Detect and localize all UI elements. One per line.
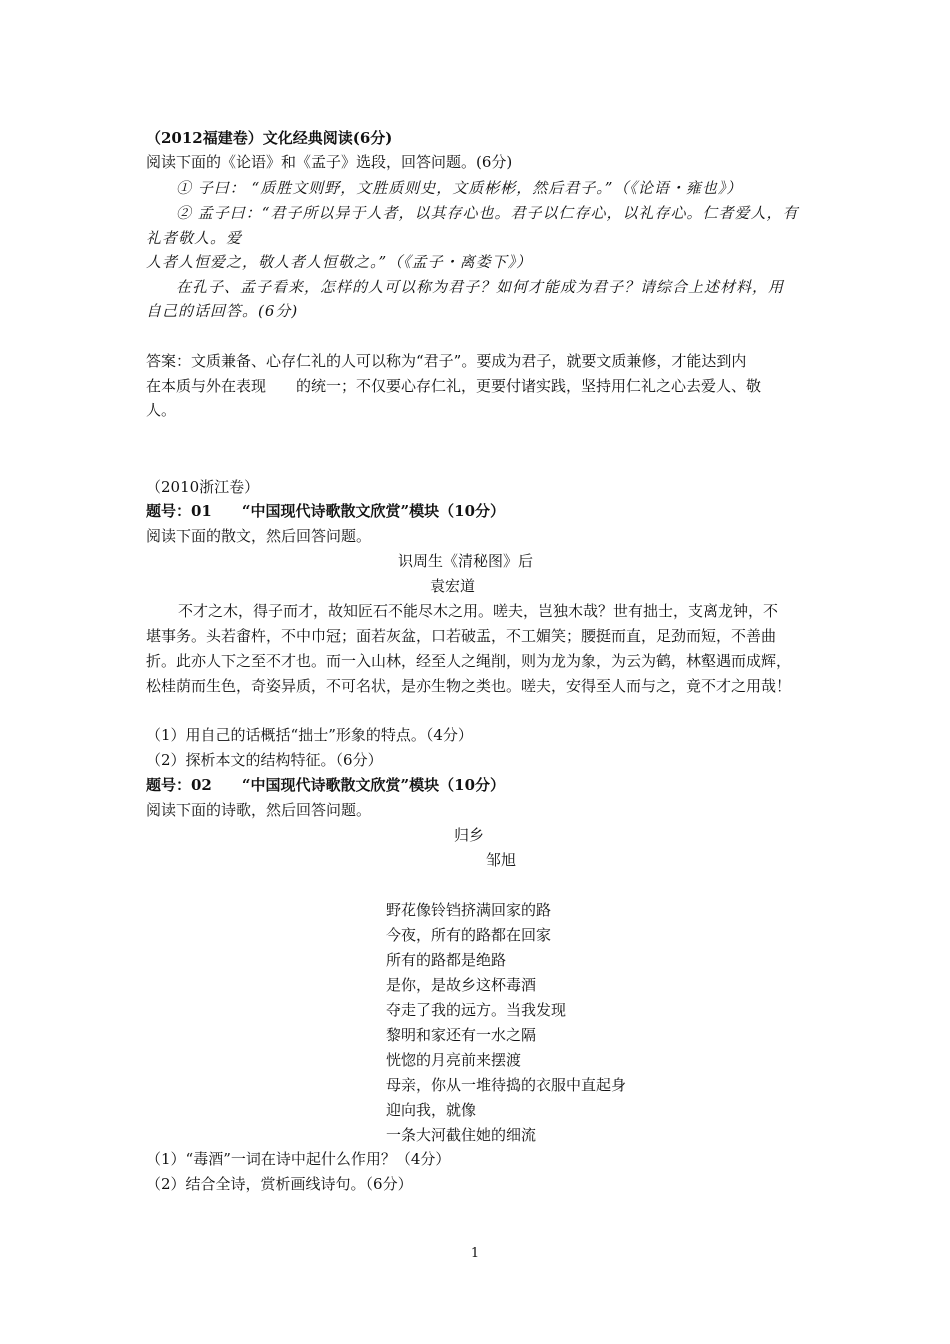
essay-line: 松桂荫而生色，奇姿异质，不可名状，是亦生物之类也。嗟夫，安得至人而与之，竟不才之用哉！ [146,677,792,695]
essay-author: 袁宏道 [430,577,476,595]
q2-intro: 阅读下面的诗歌，然后回答问题。 [146,801,372,819]
q2-sub1: （1）“毒酒”一词在诗中起什么作用？（4分） [146,1150,451,1168]
poem-line: 野花像铃铛挤满回家的路 [386,901,552,919]
question-line2: 自己的话回答。(6分) [146,302,299,320]
essay-line: 折。此亦人下之至不才也。而一入山林，经至人之绳削，则为龙为象，为云为鹤，林壑遇而成辉， [146,652,792,670]
q1-sub1: （1）用自己的话概括“拙士”形象的特点。（4分） [146,726,473,744]
essay-line: 堪事务。头若畬杵，不中巾冠；面若灰盆，口若破盂，不工媚笑；腰挺而直，足劲而短，不善曲 [146,627,777,645]
poem-line: 所有的路都是绝路 [386,951,507,969]
poem-line: 迎向我，就像 [386,1101,477,1119]
q1-intro: 阅读下面的散文，然后回答问题。 [146,527,372,545]
poem-line: 黎明和家还有一水之隔 [386,1026,537,1044]
q1-title: 题号：01 “中国现代诗歌散文欣赏”模块（10分） [146,502,506,520]
page-number: 1 [470,1246,480,1261]
answer-line2: 在本质与外在表现 的统一；不仅要心存仁礼，更要付诸实践，坚持用仁礼之心去爱人、敬 [146,377,762,395]
poem-line: 夺走了我的远方。当我发现 [386,1001,567,1019]
poem-author: 邹旭 [486,851,517,869]
q2-title: 题号：02 “中国现代诗歌散文欣赏”模块（10分） [146,776,506,794]
essay-line: 不才之木，得子而才，故知匠石不能尽木之用。嗟夫，岂独木哉？世有拙士，支离龙钟，不 [178,602,779,620]
section1-intro: 阅读下面的《论语》和《孟子》选段，回答问题。(6分) [146,153,513,171]
poem-line: 是你，是故乡这杯毒酒 [386,976,537,994]
poem-line: 今夜，所有的路都在回家 [386,926,552,944]
essay-title: 识周生《清秘图》后 [398,552,534,570]
poem-line: 一条大河截住她的细流 [386,1126,537,1144]
question-line1: 在孔子、孟子看来，怎样的人可以称为君子？如何才能成为君子？请综合上述材料，用 [176,278,785,296]
q2-sub2: （2）结合全诗，赏析画线诗句。（6分） [146,1175,413,1193]
q1-sub2: （2）探析本文的结构特征。（6分） [146,751,383,769]
excerpt-analects: ① 子曰： “质胜文则野，文胜质则史，文质彬彬，然后君子。”（《论语・雍也》） [176,179,743,197]
answer-line3: 人。 [146,401,177,419]
poem-title: 归乡 [454,826,485,844]
excerpt-mencius-line3: 人者人恒爱之，敬人者人恒敬之。”（《孟子・离娄下》） [146,253,533,271]
excerpt-mencius-line1: ② 孟子曰：“君子所以异于人者，以其存心也。君子以仁存心，以礼存心。仁者爱人，有 [176,204,799,222]
answer-line1: 答案：文质兼备、心存仁礼的人可以称为“君子”。要成为君子，就要文质兼修，才能达到内 [146,352,747,370]
excerpt-mencius-line2: 礼者敬人。爱 [146,229,243,247]
poem-line: 母亲，你从一堆待捣的衣服中直起身 [386,1076,627,1094]
section2-header: （2010浙江卷） [146,478,260,496]
poem-line: 恍惚的月亮前来摆渡 [386,1051,522,1069]
section1-header: （2012福建卷）文化经典阅读(6分) [146,129,393,147]
